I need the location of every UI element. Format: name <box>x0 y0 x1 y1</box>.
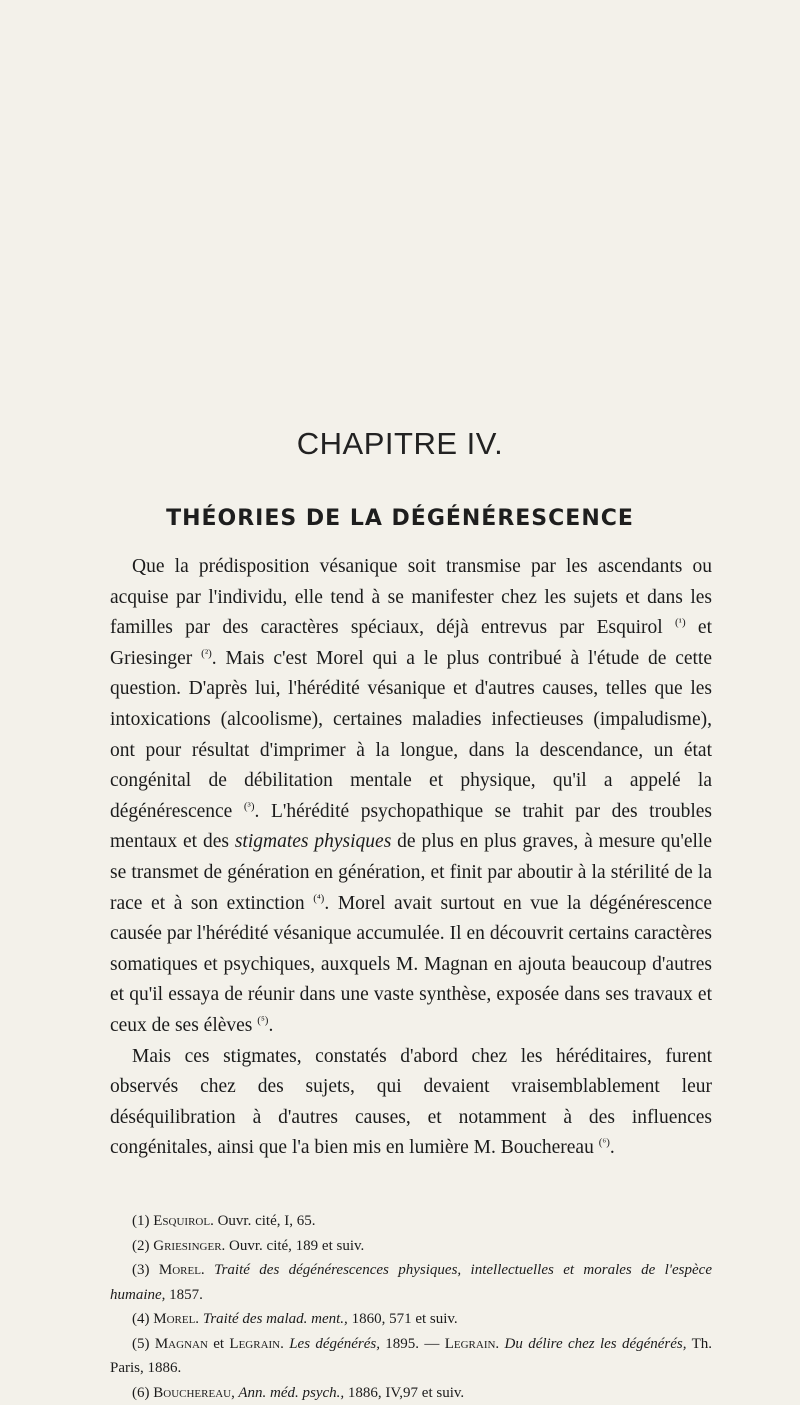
footnote-3 <box>110 1258 712 1307</box>
text-run: Mais ces stigmates, constatés d'abord chez les héréditaires, furent observés chez des sujets, qui devaient vraisemblablement leur déséquilibration à d'autres causes, et notamment à des influences congénitales, ainsi que l'a bien mis en lumière M. Bouchereau <box>110 1046 712 1159</box>
footnote-text: 1895. — <box>380 1336 445 1352</box>
footnote-author: Legrain. <box>445 1336 499 1352</box>
footnote-ref-2: (²) <box>201 647 212 659</box>
footnote-ref-1: (¹) <box>675 617 686 629</box>
footnote-author: Esquirol. <box>153 1213 214 1229</box>
footnote-ref-5: (⁵) <box>257 1014 268 1026</box>
footnote-text: 1857. <box>165 1287 203 1303</box>
footnotes <box>110 1209 712 1405</box>
footnote-author: Morel. <box>153 1311 199 1327</box>
footnote-text: Ouvr. cité, 189 et suiv. <box>225 1238 364 1254</box>
footnote-title: Ann. méd. psych., <box>235 1385 344 1401</box>
footnote-author: Griesinger. <box>153 1238 225 1254</box>
footnote-number: (5) <box>132 1336 150 1352</box>
footnote-title: Traité des dégénérescences physiques, intellectuelles et morales de l'espèce humaine, <box>110 1262 712 1303</box>
footnote-2 <box>110 1234 712 1259</box>
body-text <box>110 552 712 1164</box>
footnote-number: (1) <box>132 1213 150 1229</box>
footnote-author: Bouchereau, <box>153 1385 235 1401</box>
text-run: Que la prédisposition vésanique soit transmise par les ascendants ou acquise par l'individu, elle tend à se manifester chez les sujets et dans les familles par des caractères spéciaux, déjà entrevus par Esquirol <box>110 556 712 638</box>
footnote-ref-4: (⁴) <box>313 892 324 904</box>
footnote-ref-3: (³) <box>244 800 255 812</box>
paragraph-1 <box>110 552 712 1042</box>
text-run: . Morel avait surtout en vue la dégénérescence causée par l'hérédité vésanique accumulée. Il en découvrit certains caractères somatiques et psychiques, auxquels M. Magnan en ajouta beaucoup d'autres et qu'il essaya de réunir dans une vaste synthèse, exposée dans ses travaux et ceux de ses élèves <box>110 893 712 1036</box>
footnote-title: Du délire chez les dégénérés, <box>499 1336 686 1352</box>
text-run: . <box>268 1015 273 1036</box>
footnote-number: (4) <box>132 1311 150 1327</box>
text-run: de plus en plus graves, à mesure qu'elle se transmet de génération en génération, et finit par aboutir à la stérilité de la race et à son extinction <box>110 831 712 913</box>
footnote-author: Morel. <box>159 1262 205 1278</box>
footnote-text: 1886, IV,97 et suiv. <box>344 1385 464 1401</box>
chapter-title: THÉORIES DE LA DÉGÉNÉRESCENCE <box>0 506 800 531</box>
footnote-text: Ouvr. cité, I, 65. <box>214 1213 316 1229</box>
footnote-5 <box>110 1332 712 1381</box>
footnote-text: et <box>208 1336 230 1352</box>
chapter-heading: CHAPITRE IV. <box>0 426 800 462</box>
footnote-6 <box>110 1381 712 1405</box>
footnote-author: Magnan <box>155 1336 208 1352</box>
text-run: . <box>610 1137 615 1158</box>
italic-term: stigmates physiques <box>235 831 391 852</box>
text-run: . Mais c'est Morel qui a le plus contribué à l'étude de cette question. D'après lui, l'hérédité vésanique et d'autres causes, telles que les intoxications (alcoolisme), certaines maladies infectieuses (impaludisme), ont pour résultat d'imprimer à la longue, dans la descendance, un état congénital de débilitation mentale et physique, qu'il a appelé la dégénérescence <box>110 648 712 822</box>
text-run: . L'hérédité psychopathique se trahit par des troubles mentaux et des <box>110 801 712 853</box>
footnote-ref-6: (⁶) <box>599 1137 610 1149</box>
footnote-text: Th. Paris, 1886. <box>110 1336 712 1377</box>
text-run: et Griesinger <box>110 617 712 669</box>
footnote-number: (3) <box>132 1262 150 1278</box>
footnote-text: 1860, 571 et suiv. <box>348 1311 458 1327</box>
paragraph-2 <box>110 1042 712 1164</box>
footnote-title: Les dégénérés, <box>284 1336 380 1352</box>
footnote-number: (6) <box>132 1385 150 1401</box>
footnote-number: (2) <box>132 1238 150 1254</box>
footnote-author: Legrain. <box>229 1336 283 1352</box>
footnote-title: Traité des malad. ment., <box>199 1311 348 1327</box>
footnote-4 <box>110 1307 712 1332</box>
footnote-1 <box>110 1209 712 1234</box>
